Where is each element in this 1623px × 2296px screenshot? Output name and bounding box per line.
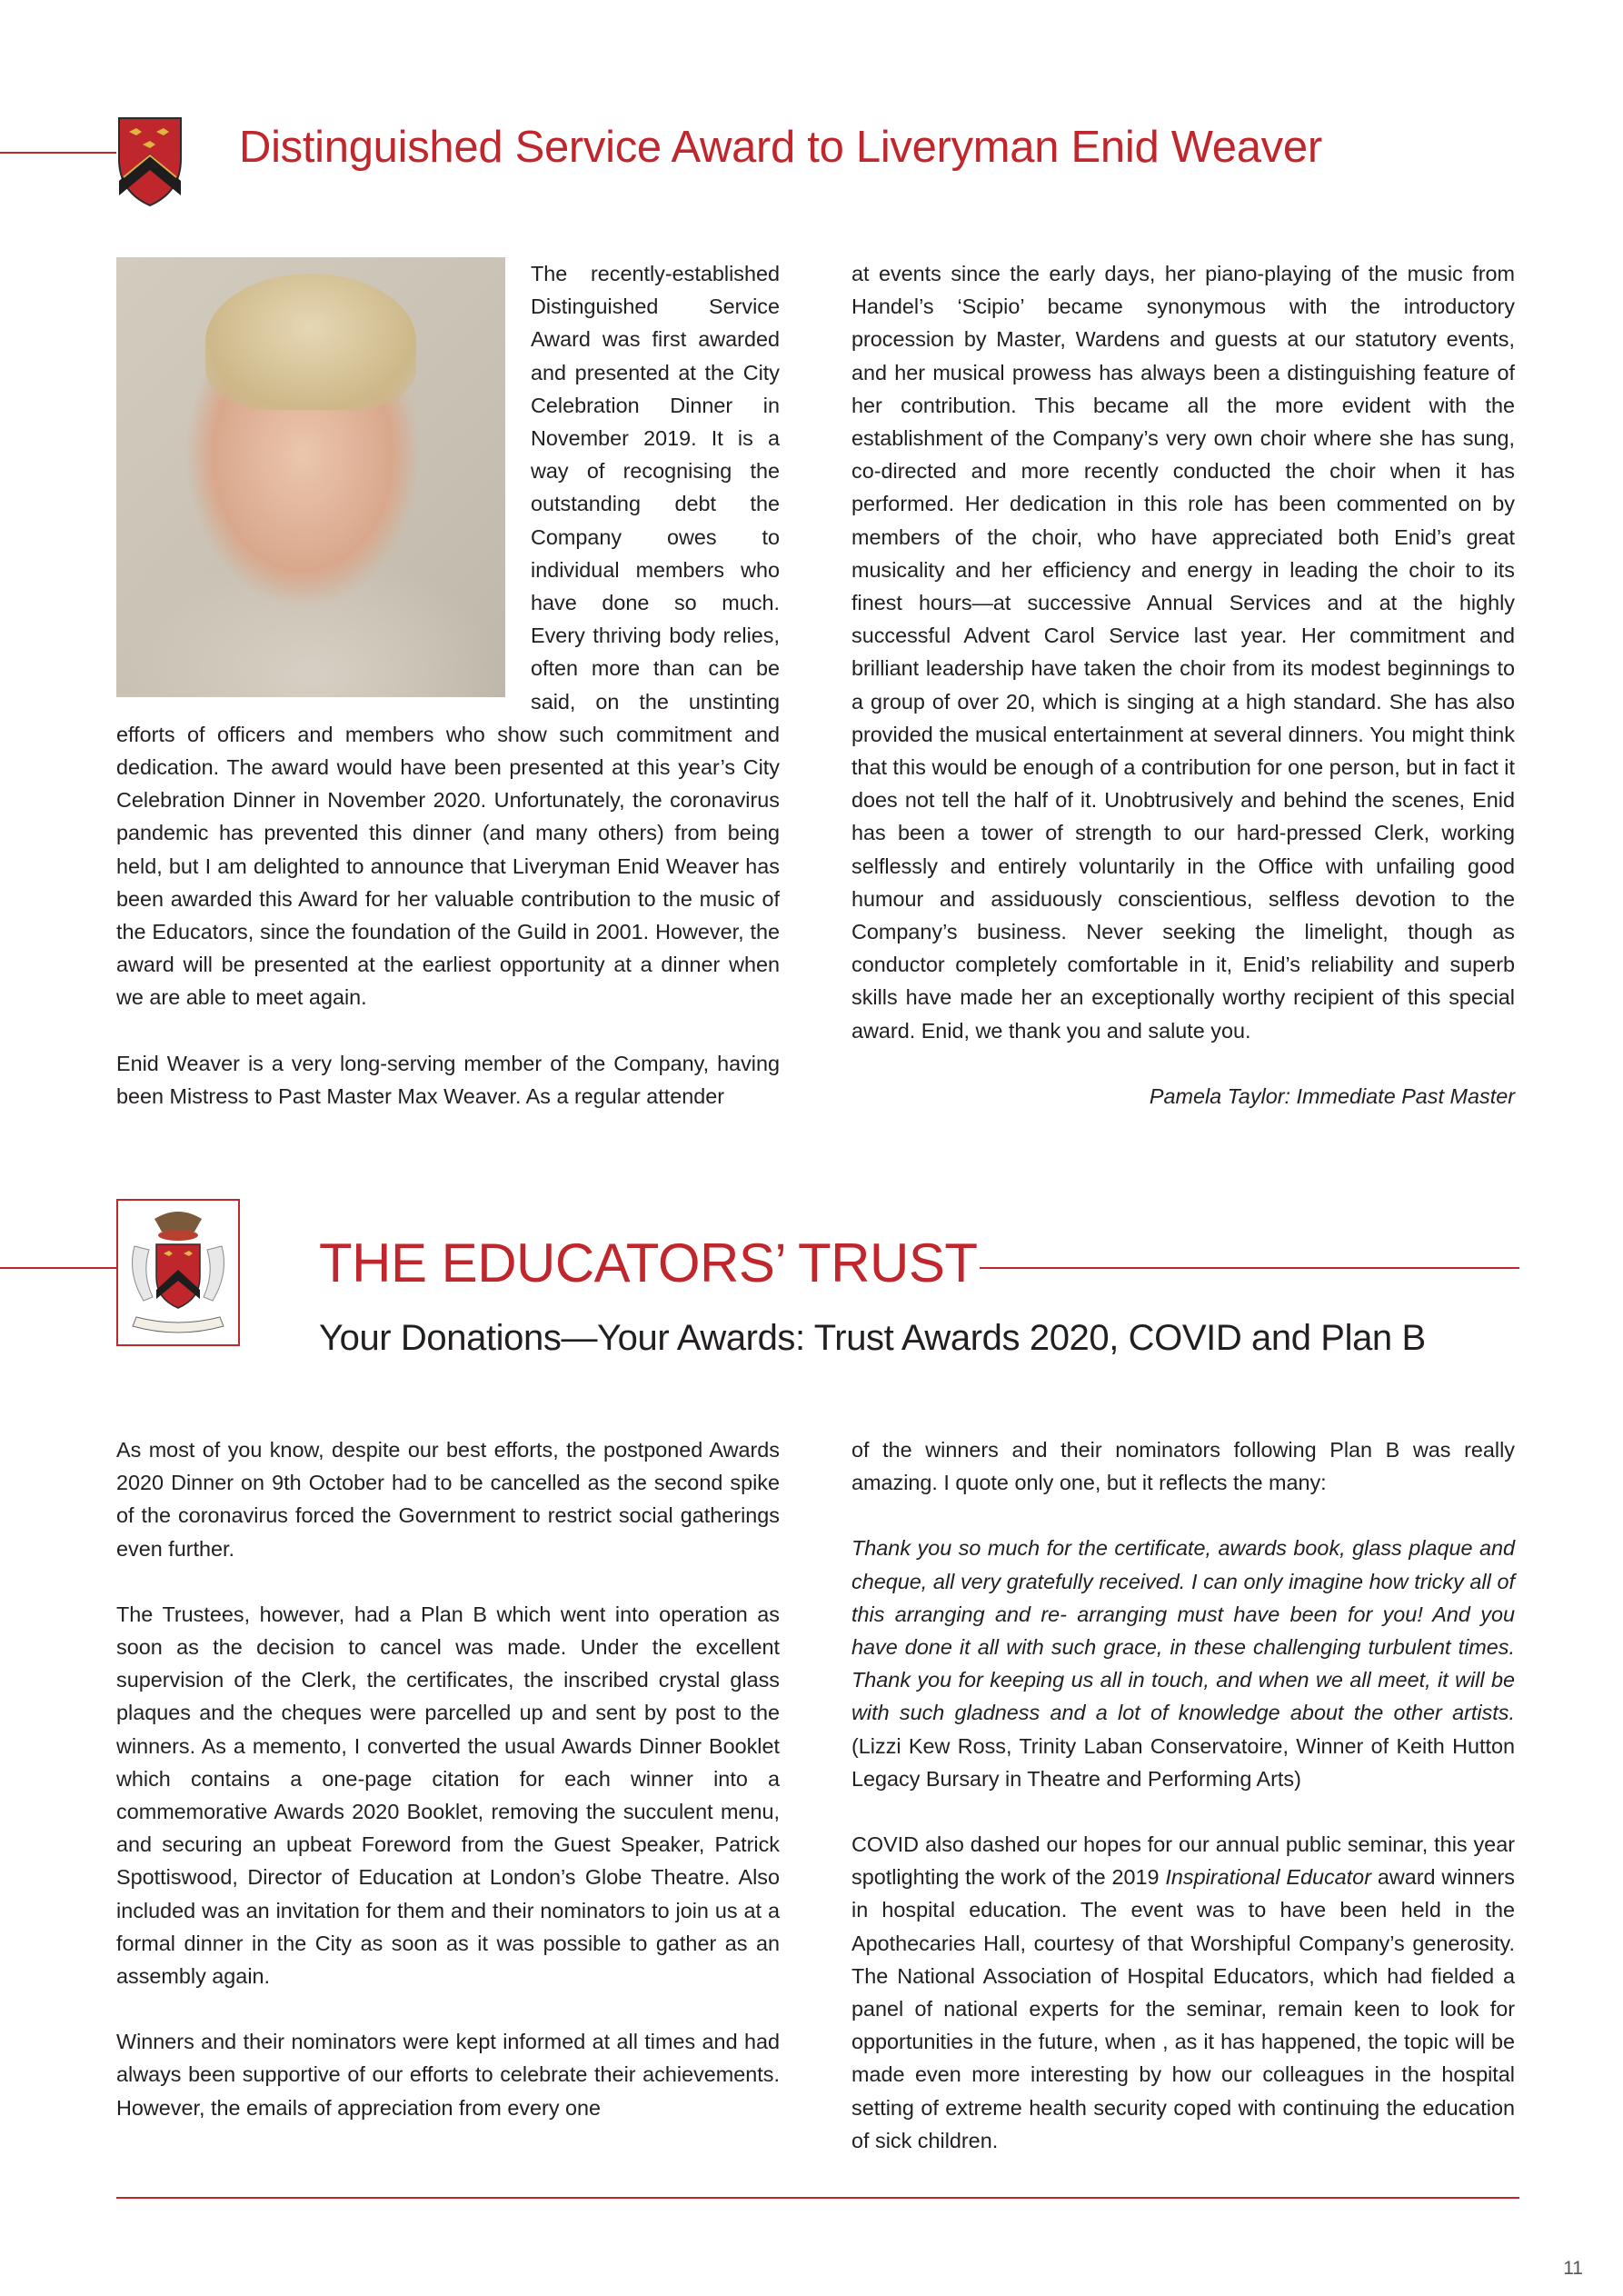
trust-quote-credit: (Lizzi Kew Ross, Trinity Laban Conservatoire, Winner of Keith Hutton Legacy Bursary in Theatre and Performing Arts) [851, 1733, 1515, 1791]
company-crest-icon [116, 115, 184, 208]
trust-paragraph-4: of the winners and their nominators following Plan B was really amazing. I quote only one, but it reflects the many: [851, 1438, 1515, 1495]
award-signature: Pamela Taylor: Immediate Past Master [1149, 1083, 1515, 1108]
trust-rule-left [0, 1267, 116, 1269]
page-number: 11 [1563, 2258, 1583, 2279]
trust-quote-text: Thank you so much for the certificate, awards book, glass plaque and cheque, all very gratefully received. I can only imagine how tricky all of this arranging and re- arranging must have been for you! And you have done it all with such grace, in these challenging turbulent times. Thank you for keeping us all in touch, and when we all meet, it will be with such gladness and a lot of knowledge about the other artists. [851, 1536, 1515, 1725]
trust-paragraph-5-a: COVID also dashed our hopes for our annual public seminar, this year spotlighting the work of the 2019 [851, 1832, 1515, 1890]
trust-paragraph-5 [851, 1828, 1515, 2157]
trust-left-column [116, 1433, 780, 2124]
trust-paragraph-5-em: Inspirational Educator [1165, 1865, 1371, 1890]
award-right-column [851, 257, 1515, 1113]
trust-paragraph-3: Winners and their nominators were kept informed at all times and had always been supportive of our efforts to celebrate their achievements. However, the emails of appreciation from every one [116, 2030, 780, 2120]
trust-coat-of-arms-icon [118, 1201, 238, 1344]
footer-rule [116, 2197, 1519, 2199]
enid-weaver-photo [116, 257, 505, 697]
award-title: Distinguished Service Award to Liveryman Enid Weaver [239, 123, 1322, 172]
award-paragraph-2: Enid Weaver is a very long-serving member of the Company, having been Mistress to Past Master Max Weaver. As a regular attender [116, 1051, 780, 1108]
section-rule-left [0, 152, 116, 154]
trust-subtitle: Your Donations—Your Awards: Trust Awards 2020, COVID and Plan B [319, 1318, 1426, 1358]
award-paragraph-3: at events since the early days, her piano-playing of the music from Handel’s ‘Scipio’ became synonymous with the introductory procession by Master, Wardens and guests at our statutory events, and her musical prowess has always been a distinguishing feature of her contribution. This became all the more evident with the establishment of the Company’s very own choir where she has sung, co-directed and more recently conducted the choir when it has performed. Her dedication in this role has been commented on by members of the choir, who have appreciated both Enid’s great musicality and her efficiency and energy in leading the choir to its finest hours—at successive Annual Services and at the highly successful Advent Carol Service last year. Her commitment and brilliant leadership have taken the choir from its modest beginnings to a group of over 20, which is singing at a high standard. She has also provided the musical entertainment at several dinners. You might think that this would be enough of a contribution for one person, but in fact it does not tell the half of it. Unobtrusively and behind the scenes, Enid has been a tower of strength to our hard-pressed Clerk, working selflessly and entirely voluntarily in the Office with unfailing good humour and assiduously conscientious, selfless devotion to the Company’s business. Never seeking the limelight, though as conductor completely comfortable in it, Enid’s reliability and superb skills have made her an exceptionally worthy recipient of this special award. Enid, we thank you and salute you. [851, 262, 1515, 1043]
trust-crest-frame [116, 1199, 240, 1346]
trust-paragraph-1: As most of you know, despite our best efforts, the postponed Awards 2020 Dinner on 9th October had to be cancelled as the second spike of the coronavirus forced the Government to restrict social gatherings even further. [116, 1438, 780, 1561]
trust-rule-right [980, 1267, 1519, 1269]
trust-title: THE EDUCATORS’ TRUST [319, 1233, 978, 1293]
trust-paragraph-2: The Trustees, however, had a Plan B which went into operation as soon as the decision to cancel was made. Under the excellent supervision of the Clerk, the certificates, the inscribed crystal glass plaques and the cheques were parcelled up and sent by post to the winners. As a memento, I converted the usual Awards Dinner Booklet which contains a one-page citation for each winner into a commemorative Awards 2020 Booklet, removing the succulent menu, and securing an upbeat Foreword from the Guest Speaker, Patrick Spottiswood, Director of Education at London’s Globe Theatre. Also included was an invitation for them and their nominators to join us at a formal dinner in the City as soon as it was possible to gather as an assembly again. [116, 1602, 780, 1989]
award-left-column [116, 257, 780, 1113]
award-paragraph-1: The recently-established Distinguished Service Award was first awarded and presented at the City Celebration Dinner in November 2019. It is a way of recognising the outstanding debt the Company owes to individual members who have done so much. Every thriving body relies, often more than can be said, on the unstinting efforts of officers and members who show such commitment and dedication. The award would have been presented at this year’s City Celebration Dinner in November 2020. Unfortunately, the coronavirus pandemic has prevented this dinner (and many others) from being held, but I am delighted to announce that Liveryman Enid Weaver has been awarded this Award for her valuable contribution to the music of the Educators, since the foundation of the Guild in 2001. However, the award will be presented at the earliest opportunity at a dinner when we are able to meet again. [116, 262, 780, 1010]
trust-right-column [851, 1433, 1515, 2157]
trust-paragraph-5-b: award winners in hospital education. The event was to have been held in the Apothecaries Hall, courtesy of that Worshipful Company’s generosity. The National Association of Hospital Educators, which had fielded a panel of national experts for the seminar, remain keen to look for opportunities in the future, when , as it has happened, the topic will be made even more interesting by how our colleagues in the hospital setting of extreme health security coped with continuing the education of sick children. [851, 1865, 1515, 2152]
trust-quote [851, 1532, 1515, 1795]
